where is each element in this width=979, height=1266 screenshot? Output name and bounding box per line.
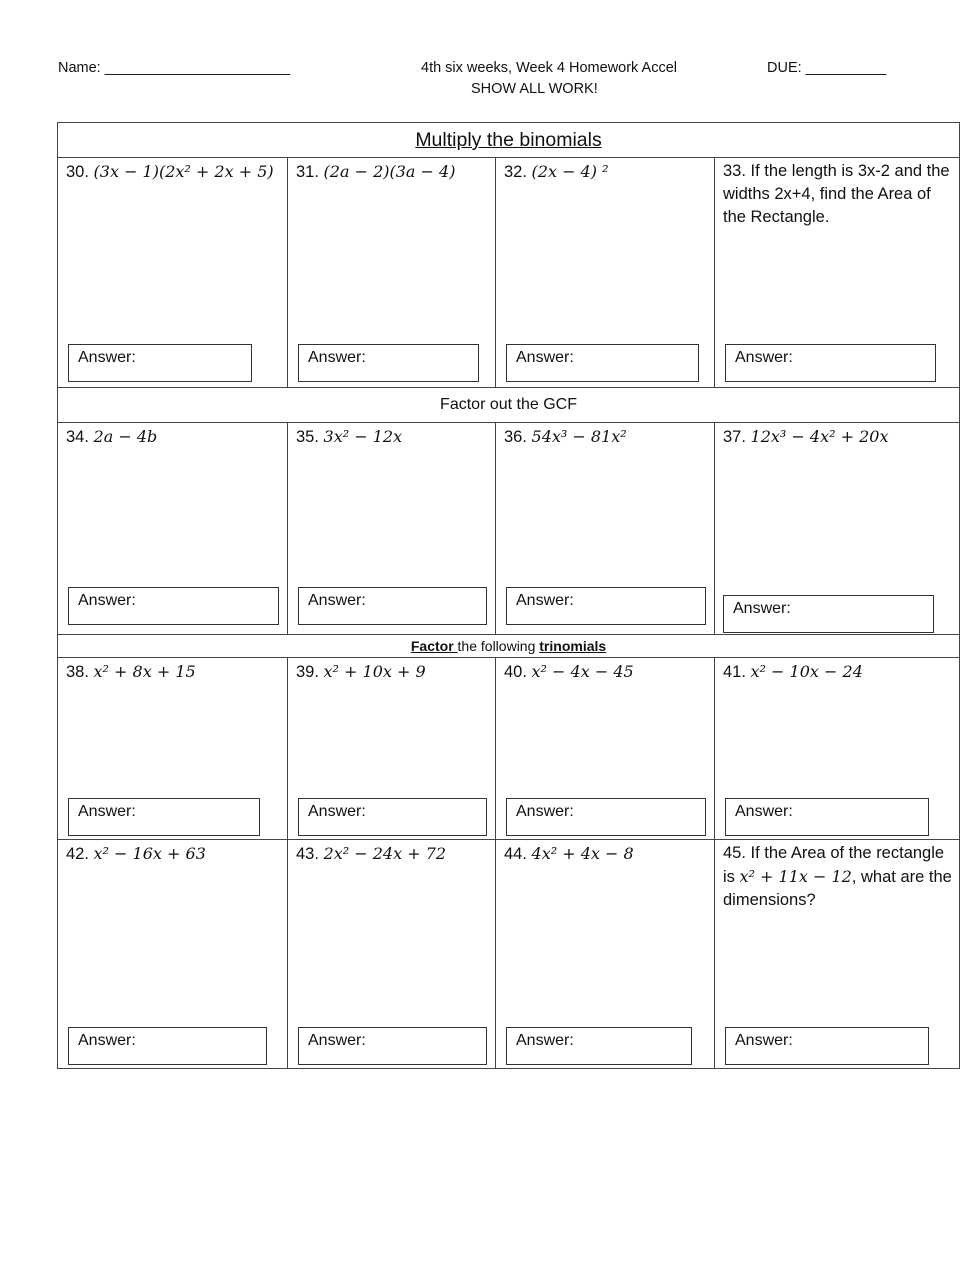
problem-number: 35.: [296, 428, 324, 446]
answer-box[interactable]: Answer:: [68, 587, 279, 625]
answer-box[interactable]: Answer:: [68, 1027, 267, 1065]
problem-expression: x² + 8x + 15: [93, 662, 196, 681]
answer-box[interactable]: Answer:: [68, 344, 252, 382]
problem-expression: 2a − 4b: [93, 427, 158, 446]
worksheet-table: [57, 122, 960, 1069]
problem-expression: 4x² + 4x − 8: [531, 844, 634, 863]
problem-number: 32.: [504, 163, 532, 181]
problem-33-cell: [715, 158, 960, 388]
problem-expression: 3x² − 12x: [323, 427, 403, 446]
problem-number: 34.: [66, 428, 94, 446]
answer-box[interactable]: Answer:: [298, 587, 487, 625]
problem-expression: 54x³ − 81x²: [531, 427, 627, 446]
problem-number: 31.: [296, 163, 324, 181]
answer-box[interactable]: Answer:: [506, 344, 699, 382]
answer-box[interactable]: Answer:: [298, 344, 479, 382]
section-title-part: trinomials: [539, 638, 607, 654]
problem-expression: x² − 10x − 24: [750, 662, 863, 681]
problem-expression: x² + 11x − 12: [739, 867, 852, 886]
problem-number: 39.: [296, 663, 324, 681]
answer-box[interactable]: Answer:: [723, 595, 934, 633]
problem-expression: x² − 16x + 63: [93, 844, 206, 863]
problem-41-cell: [715, 658, 960, 840]
problem-expression: (2a − 2)(3a − 4): [323, 162, 456, 181]
problem-32-cell: [496, 158, 715, 388]
answer-box[interactable]: Answer:: [298, 1027, 487, 1065]
answer-box[interactable]: Answer:: [506, 587, 706, 625]
problem-number: 30.: [66, 163, 94, 181]
section-title-multiply: Multiply the binomials: [58, 123, 960, 158]
problem-39-cell: [288, 658, 496, 840]
problem-number: 40.: [504, 663, 532, 681]
problem-44-cell: [496, 840, 715, 1069]
section-title-gcf: Factor out the GCF: [58, 388, 960, 423]
problem-expression: 12x³ − 4x² + 20x: [750, 427, 889, 446]
section-title-part: the following: [457, 638, 540, 654]
problem-expression: x² − 4x − 45: [531, 662, 634, 681]
problem-40-cell: [496, 658, 715, 840]
problem-number: 43.: [296, 845, 324, 863]
problem-35-cell: [288, 423, 496, 635]
problem-43-cell: [288, 840, 496, 1069]
answer-box[interactable]: Answer:: [506, 1027, 692, 1065]
section-title-part: Factor: [410, 638, 458, 654]
problem-expression: (2x − 4) ²: [531, 162, 609, 181]
due-date-label: DUE: __________: [767, 60, 887, 76]
problem-31-cell: [288, 158, 496, 388]
answer-box[interactable]: Answer:: [506, 798, 706, 836]
problem-45-cell: [715, 840, 960, 1069]
name-field-label: Name: _______________________: [58, 60, 291, 76]
problem-number: 38.: [66, 663, 94, 681]
problem-number: 36.: [504, 428, 532, 446]
problem-33-text: 33. If the length is 3x-2 and the widths 2x+4, find the Area of the Rectangle.: [723, 162, 950, 226]
problem-45-text: 45. If the Area of the rectangle is: [723, 844, 945, 886]
problem-45-text: , what are the dimensions?: [723, 868, 952, 909]
section-title-trinomials: [58, 635, 960, 658]
answer-box[interactable]: Answer:: [298, 798, 487, 836]
problem-expression: (3x − 1)(2x² + 2x + 5): [93, 162, 274, 181]
answer-box[interactable]: Answer:: [725, 344, 936, 382]
answer-box[interactable]: Answer:: [725, 798, 929, 836]
answer-box[interactable]: Answer:: [68, 798, 260, 836]
problem-number: 42.: [66, 845, 94, 863]
problem-38-cell: [58, 658, 288, 840]
problem-number: 41.: [723, 663, 751, 681]
worksheet-title: 4th six weeks, Week 4 Homework Accel: [421, 60, 677, 76]
problem-36-cell: [496, 423, 715, 635]
problem-number: 37.: [723, 428, 751, 446]
problem-expression: 2x² − 24x + 72: [323, 844, 447, 863]
problem-37-cell: [715, 423, 960, 635]
instruction-text: SHOW ALL WORK!: [471, 81, 598, 97]
problem-30-cell: [58, 158, 288, 388]
problem-42-cell: [58, 840, 288, 1069]
problem-number: 44.: [504, 845, 532, 863]
answer-box[interactable]: Answer:: [725, 1027, 929, 1065]
problem-expression: x² + 10x + 9: [323, 662, 426, 681]
problem-34-cell: [58, 423, 288, 635]
